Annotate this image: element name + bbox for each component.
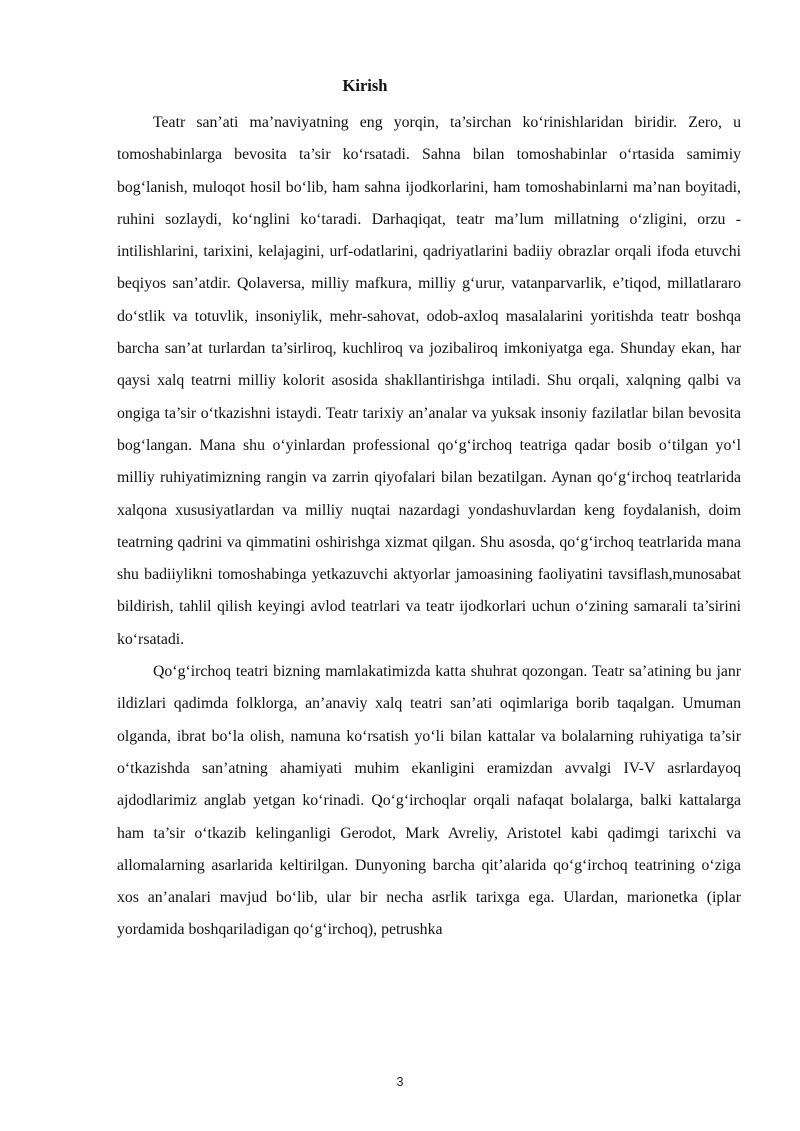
paragraph-1: Teatr san’ati ma’naviyatning eng yorqin, ta’sirchan ko‘rinishlaridan biridir. Zero, u tomoshabinlarga bevosita ta’sir ko‘rsatadi. Sahna bilan tomoshabinlar o‘rtasida samimiy bog‘lanish, muloqot hosil bo‘lib, ham sahna ijodkorlarini, ham tomoshabinlarni ma’nan boyitadi, ruhini sozlaydi, ko‘nglini ko‘taradi. Darhaqiqat, teatr ma’lum millatning o‘zligini, orzu - intilishlarini, tarixini, kelajagini, urf-odatlarini, qadriyatlarini badiiy obrazlar orqali ifoda etuvchi beqiyos san’atdir. Qolaversa, milliy mafkura, milliy g‘urur, vatanparvarlik, e’tiqod, millatlararo do‘stlik va totuvlik, insoniylik, mehr-sahovat, odob-axloq masalalarini yoritishda teatr boshqa barcha san’at turlardan ta’sirliroq, kuchliroq va jozibaliroq imkoniyatga ega. Shunday ekan, har qaysi xalq teatrni milliy kolorit asosida shakllantirishga intiladi. Shu orqali, xalqning qalbi va ongiga ta’sir o‘tkazishni istaydi. Teatr tarixiy an’analar va yuksak insoniy fazilatlar bilan bevosita bog‘langan. Mana shu o‘yinlardan professional qo‘g‘irchoq teatriga qadar bosib o‘tilgan yo‘l milliy ruhiyatimizning rangin va zarrin qiyofalari bilan bezatilgan. Aynan qo‘g‘irchoq teatrlarida xalqona xususiyatlardan va milliy nuqtai nazardagi yondashuvlardan keng foydalanish, doim teatrning qadrini va qimmatini oshirishga xizmat qilgan. Shu asosda, qo‘g‘irchoq teatrlarida mana shu badiiylikni tomoshabinga yetkazuvchi aktyorlar jamoasining faoliyatini tavsiflash,munosabat bildirish, tahlil qilish keyingi avlod teatrlari va teatr ijodkorlari uchun o‘zining samarali ta’sirini ko‘rsatadi. (117, 114, 741, 648)
body-text (117, 107, 741, 947)
page-number: 3 (396, 1075, 404, 1089)
paragraph-2: Qo‘g‘irchoq teatri bizning mamlakatimizda katta shuhrat qozongan. Teatr sa’atining bu janr ildizlari qadimda folklorga, an’anaviy xalq teatri san’ati oqimlariga borib taqalgan. Umuman olganda, ibrat bo‘la olish, namuna ko‘rsatish yo‘li bilan kattalar va bolalarning ruhiyatiga ta’sir o‘tkazishda san’atning ahamiyati muhim ekanligini eramizdan avvalgi IV-V asrlardayoq ajdodlarimiz anglab yetgan ko‘rinadi. Qo‘g‘irchoqlar orqali nafaqat bolalarga, balki kattalarga ham ta’sir o‘tkazib kelinganligi Gerodot, Mark Avreliy, Aristotel kabi qadimgi tarixchi va allomalarning asarlarida keltirilgan. Dunyoning barcha qit’alarida qo‘g‘irchoq teatrining o‘ziga xos an’analari mavjud bo‘lib, ular bir necha asrlik tarixga ega. Ulardan, marionetka (iplar yordamida boshqariladigan qo‘g‘irchoq), petrushka (117, 663, 741, 939)
section-heading: Kirish (342, 76, 388, 95)
